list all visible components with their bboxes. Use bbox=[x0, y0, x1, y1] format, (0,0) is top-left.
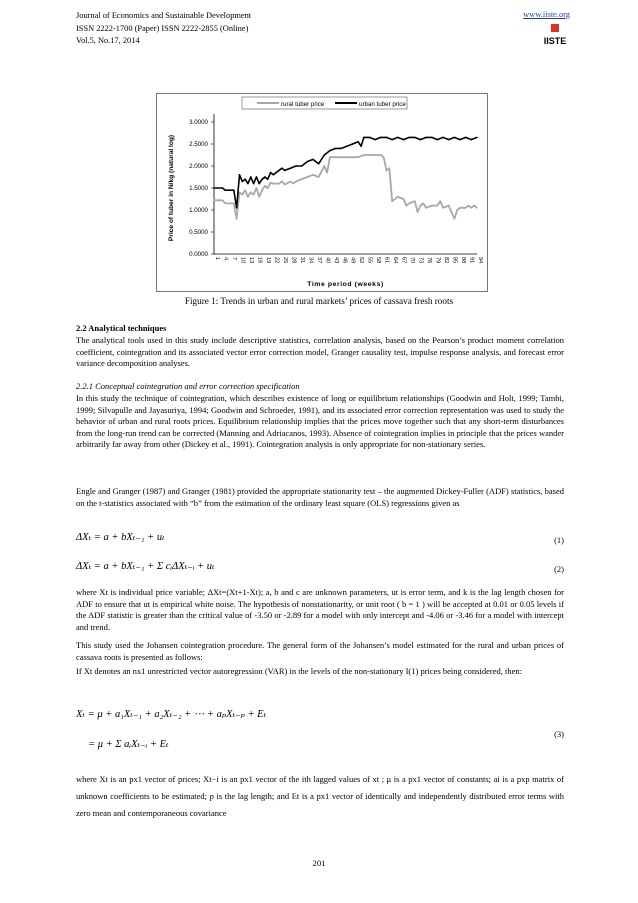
data-point bbox=[386, 170, 388, 172]
data-point bbox=[261, 178, 263, 180]
data-point bbox=[256, 176, 258, 178]
data-point bbox=[425, 207, 427, 209]
data-point bbox=[408, 203, 410, 205]
data-point bbox=[222, 187, 224, 189]
data-point bbox=[397, 137, 399, 139]
paragraph-unit-root: where Xt is individual price variable; ΔXt=(Xt+1-Xt); a, b and c are unknown parameters, ut is error term, and k is the lag length chosen for ADF to ensure that ut is empirical white noise. The hypothesis of nonstationarity, or unit root ( b = 1 ) will be accepted at 0.01 or 0.05 levels if the ADF statistic is greater than the critical value of -3.50 or -2.89 for a model with only intercept and -4.06 or -3.46 for a model with intercept and trend. bbox=[76, 587, 564, 632]
data-point bbox=[247, 183, 249, 185]
data-point bbox=[437, 205, 439, 207]
data-point bbox=[290, 167, 292, 169]
paragraph-adf: Engle and Granger (1987) and Granger (1981) provided the appropriate stationarity test – the augmented Dickey-Fuller (ADF) statistics, based on the t-statistics associated with “b” from the estimation of the ordinary least square (OLS) regressions given as bbox=[76, 486, 564, 508]
data-point bbox=[250, 192, 252, 194]
data-point bbox=[403, 139, 405, 141]
data-point bbox=[213, 187, 215, 189]
data-point bbox=[335, 148, 337, 150]
y-tick-label: 0.0000 bbox=[189, 251, 208, 259]
x-tick-label: 88 bbox=[460, 257, 467, 264]
data-point bbox=[284, 170, 286, 172]
data-point bbox=[241, 181, 243, 183]
equation-1-number: (1) bbox=[554, 535, 564, 545]
data-point bbox=[225, 203, 227, 205]
journal-url-link[interactable]: www.iiste.org bbox=[523, 10, 570, 19]
data-point bbox=[312, 174, 314, 176]
data-point bbox=[448, 139, 450, 141]
data-point bbox=[258, 196, 260, 198]
y-tick-label: 3.0000 bbox=[189, 119, 208, 127]
x-tick-label: 10 bbox=[239, 257, 246, 264]
data-point bbox=[329, 150, 331, 152]
x-tick-label: 79 bbox=[434, 257, 441, 264]
data-point bbox=[239, 192, 241, 194]
x-tick-label: 70 bbox=[409, 257, 416, 264]
data-point bbox=[414, 137, 416, 139]
data-point bbox=[264, 185, 266, 187]
data-point bbox=[473, 205, 475, 207]
x-tick-label: 13 bbox=[247, 257, 254, 264]
data-point bbox=[471, 207, 473, 209]
data-point bbox=[236, 207, 238, 209]
x-tick-label: 94 bbox=[477, 257, 483, 264]
data-point bbox=[258, 183, 260, 185]
x-tick-label: 85 bbox=[451, 257, 458, 264]
x-tick-label: 73 bbox=[417, 257, 424, 264]
data-point bbox=[468, 205, 470, 207]
x-tick-label: 4 bbox=[222, 257, 229, 261]
data-point bbox=[380, 154, 382, 156]
x-tick-label: 40 bbox=[324, 257, 331, 264]
section-heading-2-2-1: 2.2.1 Conceptual cointegration and error correction specification bbox=[76, 381, 300, 391]
line-chart bbox=[157, 94, 487, 291]
x-tick-label: 37 bbox=[315, 257, 322, 264]
data-point bbox=[406, 205, 408, 207]
data-point bbox=[420, 139, 422, 141]
data-point bbox=[290, 181, 292, 183]
paragraph-analytical-tools: The analytical tools used in this study include descriptive statistics, correlation analysis, based on the Pearson’s product moment correlation coefficient, cointegration and its associated vector error correction model, Granger causality test, impulse response analysis, and forecast error variance decomposition analyses. bbox=[76, 335, 564, 369]
x-tick-label: 46 bbox=[341, 257, 348, 264]
series-line bbox=[214, 137, 477, 207]
y-tick-label: 1.5000 bbox=[189, 185, 208, 193]
data-point bbox=[267, 187, 269, 189]
data-point bbox=[476, 137, 478, 139]
data-point bbox=[323, 165, 325, 167]
equation-2-number: (2) bbox=[554, 564, 564, 574]
data-point bbox=[380, 137, 382, 139]
x-tick-label: 34 bbox=[307, 257, 314, 264]
data-point bbox=[439, 200, 441, 202]
data-point bbox=[465, 207, 467, 209]
figure-caption: Figure 1: Trends in urban and rural markets’ prices of cassava fresh roots bbox=[184, 296, 454, 306]
data-point bbox=[295, 165, 297, 167]
data-point bbox=[281, 181, 283, 183]
data-point bbox=[454, 137, 456, 139]
data-point bbox=[329, 156, 331, 158]
x-tick-label: 91 bbox=[468, 257, 475, 264]
series-line bbox=[214, 155, 477, 219]
data-point bbox=[360, 145, 362, 147]
journal-header bbox=[76, 10, 251, 48]
data-point bbox=[456, 209, 458, 211]
x-tick-label: 67 bbox=[400, 257, 407, 264]
x-tick-label: 82 bbox=[443, 257, 450, 264]
data-point bbox=[369, 137, 371, 139]
data-point bbox=[391, 139, 393, 141]
data-point bbox=[417, 211, 419, 213]
data-point bbox=[270, 172, 272, 174]
y-tick-label: 2.0000 bbox=[189, 163, 208, 171]
data-point bbox=[250, 176, 252, 178]
data-point bbox=[326, 172, 328, 174]
x-tick-label: 25 bbox=[281, 257, 288, 264]
data-point bbox=[357, 141, 359, 143]
legend-label: urban tuber price bbox=[359, 101, 406, 108]
x-tick-label: 61 bbox=[383, 257, 390, 264]
x-tick-label: 1 bbox=[214, 257, 220, 261]
data-point bbox=[414, 200, 416, 202]
data-point bbox=[442, 207, 444, 209]
data-point bbox=[318, 163, 320, 165]
y-tick-label: 0.5000 bbox=[189, 229, 208, 237]
data-point bbox=[301, 178, 303, 180]
x-tick-label: 31 bbox=[298, 257, 305, 264]
x-tick-label: 43 bbox=[332, 257, 339, 264]
data-point bbox=[247, 196, 249, 198]
data-point bbox=[374, 139, 376, 141]
data-point bbox=[267, 178, 269, 180]
data-point bbox=[307, 161, 309, 163]
data-point bbox=[357, 156, 359, 158]
data-point bbox=[239, 174, 241, 176]
data-point bbox=[346, 156, 348, 158]
data-point bbox=[307, 176, 309, 178]
data-point bbox=[281, 167, 283, 169]
x-axis-label: Time period (weeks) bbox=[307, 281, 384, 288]
equation-3-line-2: = μ + Σ aᵢXₜ₋ᵢ + Eₜ bbox=[88, 739, 169, 750]
x-tick-label: 64 bbox=[392, 257, 399, 264]
data-point bbox=[352, 143, 354, 145]
x-tick-label: 28 bbox=[290, 257, 297, 264]
x-tick-label: 19 bbox=[264, 257, 271, 264]
data-point bbox=[465, 137, 467, 139]
paragraph-var: If Xt denotes an nx1 unrestricted vector autoregression (VAR) in the levels of the non-stationary I(1) prices being considered, then: bbox=[76, 666, 522, 676]
x-tick-label: 49 bbox=[349, 257, 356, 264]
data-point bbox=[261, 189, 263, 191]
journal-issn: ISSN 2222-1700 (Paper) ISSN 2222-2855 (Online) bbox=[76, 23, 249, 33]
data-point bbox=[422, 203, 424, 205]
data-point bbox=[403, 198, 405, 200]
data-point bbox=[278, 183, 280, 185]
data-point bbox=[264, 176, 266, 178]
data-point bbox=[389, 167, 391, 169]
data-point bbox=[253, 183, 255, 185]
data-point bbox=[391, 200, 393, 202]
data-point bbox=[352, 156, 354, 158]
data-point bbox=[476, 207, 478, 209]
data-point bbox=[340, 156, 342, 158]
data-point bbox=[346, 145, 348, 147]
paragraph-cointegration: In this study the technique of cointegration, which describes existence of long or equilibrium relationships (Goodwin and Holt, 1999; Tambi, 1999; Silvapulle and Jayasuriya, 1994; Goodwin and Schroeder, 1991), and its associated error correction representation was used to study the behavior of urban and rural roots prices. Equilibrium relationship implies that the prices move together such that any short-term disturbances from the long-run trend can be corrected (Manning and Adriacanos, 1993). Absence of cointegration implies in principle that the prices wander arbitrarily far away from other (Dickey et al., 1991). Cointegration analysis is only appropriate for non-stationary series. bbox=[76, 393, 564, 450]
data-point bbox=[363, 154, 365, 156]
page-number: 201 bbox=[312, 858, 326, 868]
data-point bbox=[241, 194, 243, 196]
data-point bbox=[270, 182, 272, 184]
x-tick-label: 22 bbox=[273, 257, 280, 264]
x-tick-label: 7 bbox=[230, 257, 237, 261]
data-point bbox=[233, 203, 235, 205]
section-heading-2-2: 2.2 Analytical techniques bbox=[76, 323, 167, 333]
x-tick-label: 76 bbox=[426, 257, 433, 264]
data-point bbox=[323, 154, 325, 156]
equation-3-number: (3) bbox=[554, 729, 564, 739]
data-point bbox=[459, 207, 461, 209]
data-point bbox=[295, 181, 297, 183]
legend-label: rural tuber price bbox=[281, 101, 325, 108]
x-tick-label: 16 bbox=[256, 257, 263, 264]
paragraph-where: where Xt is an px1 vector of prices; Xt−i is an px1 vector of the ith lagged values of xt ; μ is a px1 vector of constants; ai is a pxp matrix of unknown coefficients to be estimated; p is the lag length; and Et is a px1 vector of identically and independently distributed error terms with zero mean and contemporaneous covariance bbox=[76, 774, 564, 818]
data-point bbox=[383, 156, 385, 158]
equation-3-line-1: Xₜ = μ + a₁Xₜ₋₁ + a₂Xₜ₋₂ + ⋯ + aₚXₜ₋ₚ + Eₜ bbox=[76, 709, 267, 720]
data-point bbox=[459, 139, 461, 141]
data-point bbox=[256, 187, 258, 189]
data-point bbox=[340, 148, 342, 150]
data-point bbox=[335, 156, 337, 158]
data-point bbox=[222, 200, 224, 202]
paragraph-johansen: This study used the Johansen cointegration procedure. The general form of the Johansen’s model estimated for the rural and urban prices of cassava roots is presented as follows: bbox=[76, 640, 564, 662]
data-point bbox=[236, 218, 238, 220]
data-point bbox=[397, 196, 399, 198]
data-point bbox=[386, 137, 388, 139]
data-point bbox=[408, 137, 410, 139]
y-tick-label: 1.0000 bbox=[189, 207, 208, 215]
data-point bbox=[471, 139, 473, 141]
x-tick-label: 58 bbox=[375, 257, 382, 264]
data-point bbox=[318, 176, 320, 178]
data-point bbox=[420, 205, 422, 207]
data-point bbox=[312, 159, 314, 161]
data-point bbox=[225, 189, 227, 191]
data-point bbox=[374, 154, 376, 156]
data-point bbox=[278, 170, 280, 172]
data-point bbox=[363, 137, 365, 139]
equation-1: ΔXₜ = a + bXₜ₋₁ + uₜ bbox=[76, 532, 165, 543]
logo-text: IISTE bbox=[543, 36, 567, 46]
iiste-logo bbox=[542, 24, 568, 46]
journal-title: Journal of Economics and Sustainable Development bbox=[76, 11, 252, 20]
equation-2: ΔXₜ = a + bXₜ₋₁ + Σ cᵢΔXₜ₋ᵢ + uₜ bbox=[76, 561, 215, 572]
data-point bbox=[213, 200, 215, 202]
data-point bbox=[448, 205, 450, 207]
data-point bbox=[233, 189, 235, 191]
data-point bbox=[442, 137, 444, 139]
data-point bbox=[431, 205, 433, 207]
x-tick-label: 55 bbox=[366, 257, 373, 264]
data-point bbox=[273, 183, 275, 185]
y-axis-label: Price of tuber in N/kg (natural log) bbox=[168, 134, 175, 242]
data-point bbox=[284, 184, 286, 186]
data-point bbox=[431, 137, 433, 139]
data-point bbox=[425, 137, 427, 139]
data-point bbox=[273, 174, 275, 176]
data-point bbox=[244, 178, 246, 180]
data-point bbox=[454, 218, 456, 220]
data-point bbox=[253, 194, 255, 196]
data-point bbox=[292, 183, 294, 185]
journal-volume: Vol.5, No.17, 2014 bbox=[76, 36, 140, 45]
data-point bbox=[301, 165, 303, 167]
data-point bbox=[244, 189, 246, 191]
y-tick-label: 2.5000 bbox=[189, 141, 208, 149]
data-point bbox=[437, 139, 439, 141]
figure-1-chart bbox=[156, 93, 488, 292]
x-tick-label: 52 bbox=[358, 257, 365, 264]
data-point bbox=[369, 154, 371, 156]
